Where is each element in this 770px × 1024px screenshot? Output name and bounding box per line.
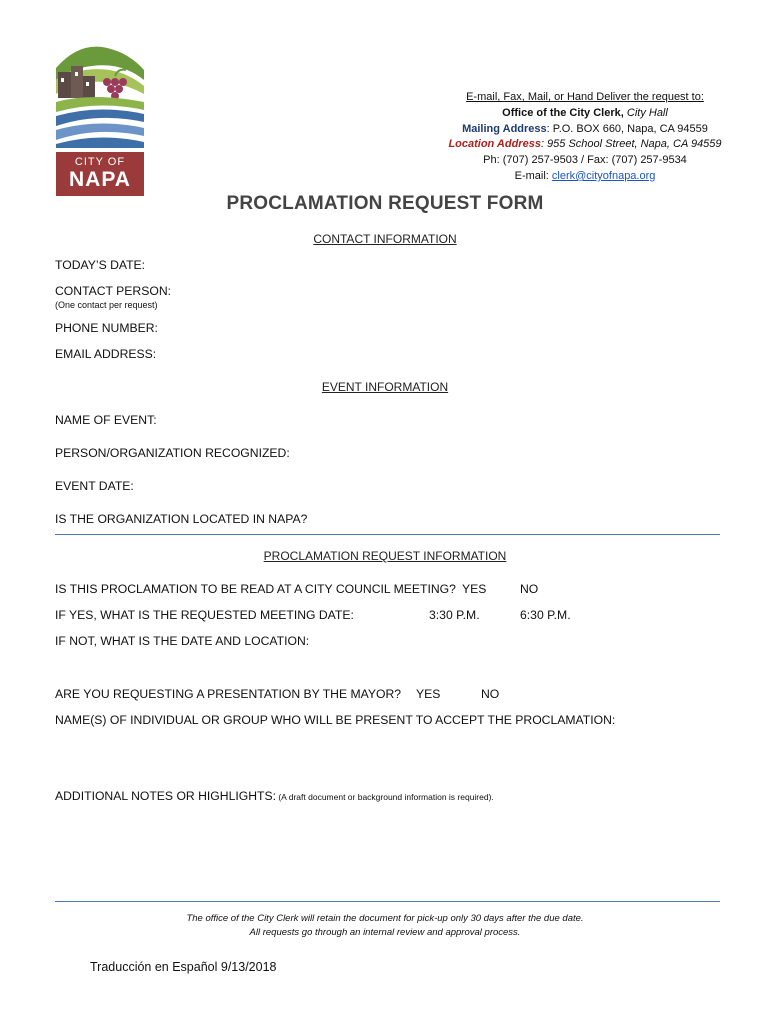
location-address-value: : 955 School Street, Napa, CA 94559 [540,138,722,151]
footer-review-note: All requests go through an internal review and approval process. [249,927,521,938]
footer-notice [0,912,770,940]
contact-person-note: (One contact per request) [55,300,158,310]
mayor-yes-option[interactable]: YES [416,687,441,701]
form-title: PROCLAMATION REQUEST FORM [226,193,544,214]
additional-notes-field[interactable] [55,789,494,803]
time-630-option[interactable]: 6:30 P.M. [520,608,571,622]
contact-person-field[interactable]: CONTACT PERSON: [55,284,172,298]
spanish-translation-note: Traducción en Español 9/13/2018 [90,960,277,974]
time-330-option[interactable]: 3:30 P.M. [429,608,480,622]
alternate-date-location-field[interactable]: IF NOT, WHAT IS THE DATE AND LOCATION: [55,634,310,648]
email-line [440,169,730,185]
council-meeting-yes-option[interactable]: YES [462,582,487,596]
location-address-label: Location Address [448,138,541,151]
section-divider [55,534,720,535]
proclamation-section-heading: PROCLAMATION REQUEST INFORMATION [263,549,507,563]
address-block [440,90,730,185]
meeting-date-question: IF YES, WHAT IS THE REQUESTED MEETING DATE: [55,608,354,622]
clerk-email-link[interactable]: clerk@cityofnapa.org [551,169,656,182]
office-location: City Hall [623,106,668,119]
location-address-line [440,137,730,153]
footer-retention-note: The office of the City Clerk will retain the document for pick-up only 30 days after the due date. [186,913,584,924]
event-name-field[interactable]: NAME OF EVENT: [55,413,157,427]
council-meeting-no-option[interactable]: NO [520,582,539,596]
contact-section-heading: CONTACT INFORMATION [313,232,457,246]
email-address-field[interactable]: EMAIL ADDRESS: [55,347,157,361]
footer-divider [55,901,720,902]
logo-text-bottom: NAPA [69,168,131,191]
additional-notes-hint: (A draft document or background information is required). [275,792,494,802]
acceptors-names-field[interactable]: NAME(S) OF INDIVIDUAL OR GROUP WHO WILL BE PRESENT TO ACCEPT THE PROCLAMATION: [55,713,616,727]
located-in-napa-field[interactable]: IS THE ORGANIZATION LOCATED IN NAPA? [55,512,308,526]
office-name: Office of the City Clerk, [502,106,624,119]
mayor-no-option[interactable]: NO [481,687,500,701]
mailing-address-value: : P.O. BOX 660, Napa, CA 94559 [546,122,708,135]
organization-recognized-field[interactable]: PERSON/ORGANIZATION RECOGNIZED: [55,446,290,460]
additional-notes-label: ADDITIONAL NOTES OR HIGHLIGHTS: [55,789,276,803]
logo-text-top: CITY OF [74,156,126,168]
email-label: E-mail: [514,169,552,182]
council-meeting-question: IS THIS PROCLAMATION TO BE READ AT A CITY COUNCIL MEETING? [55,582,456,596]
event-section-heading: EVENT INFORMATION [321,380,449,394]
city-of-napa-logo [52,40,148,200]
phone-number-field[interactable]: PHONE NUMBER: [55,321,158,335]
todays-date-field[interactable]: TODAY’S DATE: [55,258,146,272]
phone-fax-line: Ph: (707) 257-9503 / Fax: (707) 257-9534 [483,154,687,167]
mailing-address-label: Mailing Address [462,122,547,135]
delivery-instruction: E-mail, Fax, Mail, or Hand Deliver the request to: [466,91,704,103]
event-date-field[interactable]: EVENT DATE: [55,479,134,493]
mailing-address-line [440,122,730,138]
mayor-presentation-question: ARE YOU REQUESTING A PRESENTATION BY THE MAYOR? [55,687,402,701]
office-line [440,106,730,122]
